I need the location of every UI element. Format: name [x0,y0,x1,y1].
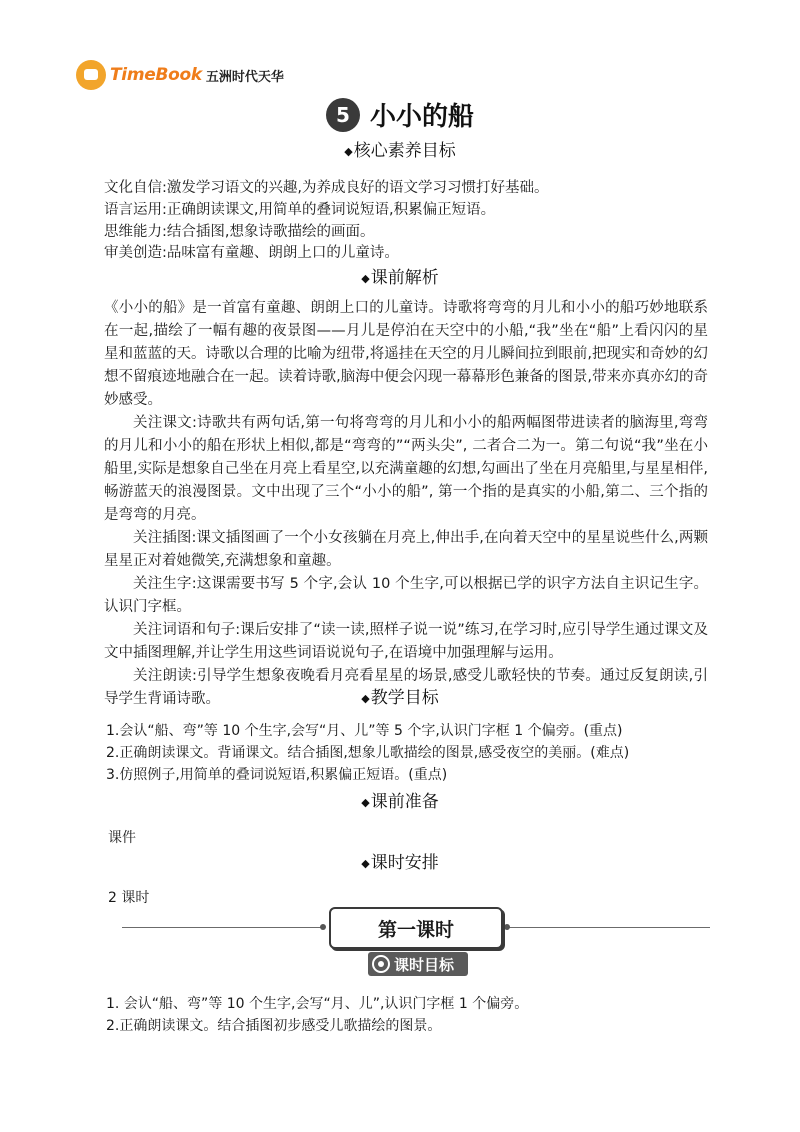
brand-logo [76,60,284,90]
analysis-paragraph: 关注朗读:引导学生想象夜晚看月亮看星星的场景,感受儿歌轻快的节奏。通过反复朗读,引导学生背诵诗歌。 [104,668,708,707]
section-heading-text: 课时安排 [370,853,439,873]
analysis-paragraph: 关注词语和句子:课后安排了“读一读,照样子说一说”练习,在学习时,应引导学生通过课文及文中插图理解,并让学生用这些词语说说句子,在语境中加强理解与运用。 [104,622,708,661]
section-heading-text: 核心素养目标 [353,141,456,161]
brand-name-en: TimeBook [110,65,202,85]
lesson-banner-text: 第一课时 [377,918,454,941]
prep-text: 课件 [108,830,136,846]
analysis-paragraph: 关注插图:课文插图画了一个小女孩躺在月亮上,伸出手,在向着天空中的星星说些什么,两颗星星正对着她微笑,充满想象和童趣。 [104,530,708,569]
analysis-paragraph: 关注课文:诗歌共有两句话,第一句将弯弯的月儿和小小的船两幅图带进读者的脑海里,弯弯的月儿和小小的船在形状上相似,都是“弯弯的”“两头尖”, 二者合二为一。第二句说“我”坐在小船里,实际是想象自己坐在月亮上看星空,以充满童趣的幻想,勾画出了坐在月亮船里,与星星相伴,畅游蓝天的浪漫图景。文中出现了三个“小小的船”, 第一个指的是真实的小船,第二、三个指的是弯弯的月亮。 [104,415,708,523]
diamond-bullet-icon: ◆ [361,795,370,809]
section-heading-text: 教学目标 [370,688,439,708]
target-icon [372,955,390,973]
analysis-body [104,297,708,711]
divider-dot-right [504,924,510,930]
lesson-title-text: 小小的船 [369,102,474,132]
diamond-bullet-icon: ◆ [344,144,353,158]
analysis-paragraph: 《小小的船》是一首富有童趣、朗朗上口的儿童诗。诗歌将弯弯的月儿和小小的船巧妙地联系在一起,描绘了一幅有趣的夜景图——月儿是停泊在天空中的小船,“我”坐在“船”上看闪闪的星星和蓝蓝的天。诗歌以合理的比喻为纽带,将遥挂在天空的月儿瞬间拉到眼前,把现实和奇妙的幻想不留痕迹地融合在一起。读着诗歌,脑海中便会闪现一幕幕形色兼备的图景,带来亦真亦幻的奇妙感受。 [104,300,708,408]
diamond-bullet-icon: ◆ [361,691,370,705]
brand-name-cn: 五洲时代天华 [205,69,284,85]
goal-line: 1.会认“船、弯”等 10 个生字,会写“月、儿”等 5 个字,认识门字框 1 个偏旁。(重点) [106,723,623,739]
section-heading-schedule [0,848,800,873]
core-line: 审美创造:品味富有童趣、朗朗上口的儿童诗。 [104,245,399,261]
lesson-number-badge: 5 [326,98,360,132]
goal-line: 2.正确朗读课文。背诵课文。结合插图,想象儿歌描绘的图景,感受夜空的美丽。(难点) [106,745,630,761]
brand-mascot-icon [76,60,106,90]
lesson-goal-line: 1. 会认“船、弯”等 10 个生字,会写“月、儿”,认识门字框 1 个偏旁。 [106,996,529,1012]
goal-line: 3.仿照例子,用简单的叠词说短语,积累偏正短语。(重点) [106,767,448,783]
schedule-text: 2 课时 [108,890,150,906]
lesson-banner [329,907,503,949]
diamond-bullet-icon: ◆ [361,856,370,870]
divider-dot-left [320,924,326,930]
lesson-title [0,96,800,133]
lesson-target-tag [368,952,468,976]
section-heading-prep [0,787,800,812]
section-heading-text: 课前准备 [370,792,439,812]
section-heading-core [0,136,800,161]
core-line: 文化自信:激发学习语文的兴趣,为养成良好的语文学习习惯打好基础。 [104,180,549,196]
divider-line-left [122,927,324,928]
core-line: 思维能力:结合插图,想象诗歌描绘的画面。 [104,224,375,240]
diamond-bullet-icon: ◆ [361,271,370,285]
section-heading-analysis [0,263,800,288]
divider-line-right [508,927,710,928]
section-heading-text: 课前解析 [370,268,439,288]
lesson-goal-line: 2.正确朗读课文。结合插图初步感受儿歌描绘的图景。 [106,1018,442,1034]
section-heading-goals [0,683,800,708]
core-line: 语言运用:正确朗读课文,用简单的叠词说短语,积累偏正短语。 [104,202,496,218]
analysis-paragraph: 关注生字:这课需要书写 5 个字,会认 10 个生字,可以根据已学的识字方法自主识记生字。认识门字框。 [104,576,708,615]
lesson-target-tag-text: 课时目标 [394,955,455,974]
